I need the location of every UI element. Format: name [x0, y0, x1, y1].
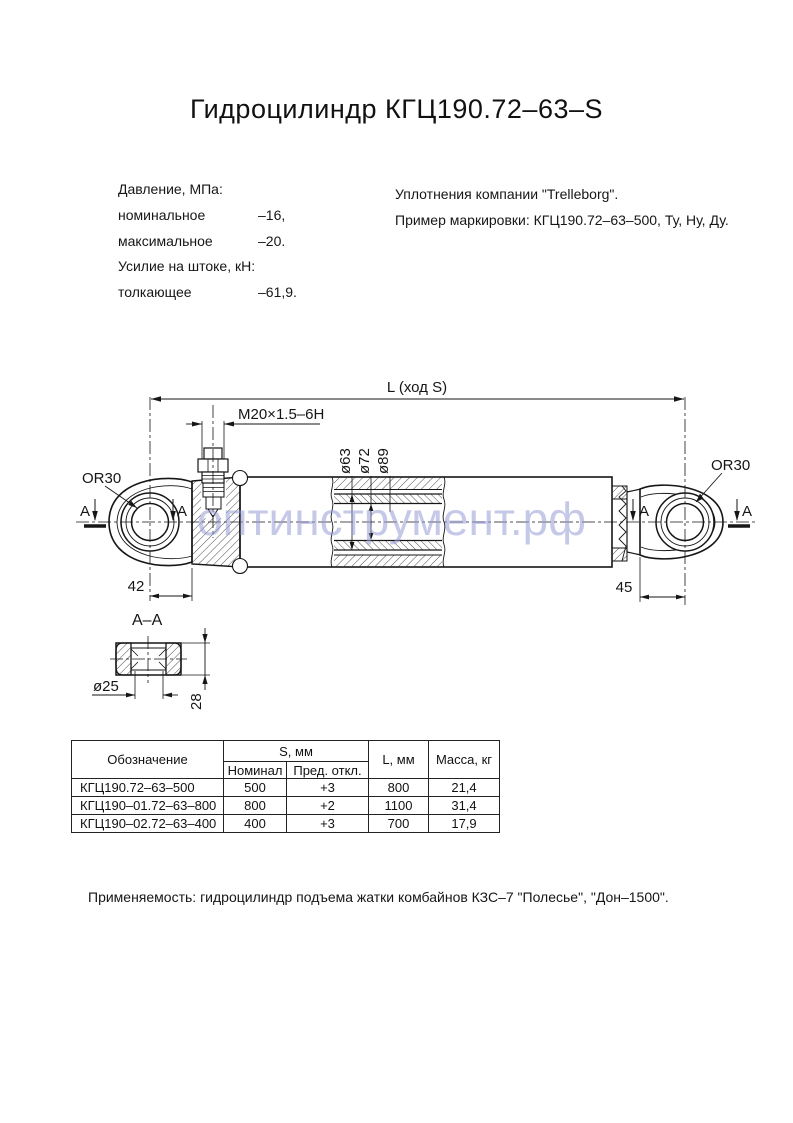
cell-nominal: 500 [224, 779, 287, 797]
watermark: оптинструмент.рф [197, 493, 587, 545]
table-row [72, 797, 500, 815]
col-nominal: Номинал [224, 762, 287, 779]
col-s: S, мм [224, 741, 369, 762]
dim-28-label: 28 [188, 693, 205, 710]
table-header-row [72, 741, 500, 762]
dia72-label: ø72 [356, 448, 373, 474]
col-l: L, мм [369, 741, 429, 779]
cell-designation: КГЦ190–02.72–63–400 [72, 815, 224, 833]
spec-row-max [118, 229, 348, 255]
page-title: Гидроцилиндр КГЦ190.72–63–S [189, 94, 603, 124]
dimensions-table [71, 740, 500, 833]
spec-value: –16, [258, 206, 286, 223]
thread-label: M20×1.5–6H [238, 406, 325, 423]
col-mass: Масса, кг [429, 741, 500, 779]
spec-header-pressure: Давление, МПа: [118, 181, 223, 197]
cell-designation: КГЦ190.72–63–500 [72, 779, 224, 797]
cell-mass: 21,4 [429, 779, 500, 797]
table-row [72, 779, 500, 797]
spec-label: максимальное [118, 232, 213, 249]
cell-l: 1100 [369, 797, 429, 815]
spec-row-push [118, 280, 348, 306]
spec-label: толкающее [118, 284, 192, 301]
spec-value: –20. [258, 232, 286, 249]
section-view-label: А–А [132, 612, 163, 629]
dia89-label: ø89 [375, 448, 392, 474]
pressure-spec-block [118, 177, 348, 306]
cell-l: 700 [369, 815, 429, 833]
spec-value: –61,9. [258, 284, 297, 301]
or30-left-label: OR30 [82, 470, 122, 487]
cell-nominal: 800 [224, 797, 287, 815]
cell-mass: 31,4 [429, 797, 500, 815]
cell-dev: +2 [287, 797, 369, 815]
cell-nominal: 400 [224, 815, 287, 833]
table-row [72, 815, 500, 833]
dia63-label: ø63 [337, 448, 354, 474]
technical-drawing [0, 375, 793, 725]
section-letter: А [742, 503, 753, 520]
dim-42-label: 42 [127, 578, 145, 595]
spec-row-nominal [118, 203, 348, 229]
cell-mass: 17,9 [429, 815, 500, 833]
dim-45-label: 45 [615, 579, 633, 596]
cell-dev: +3 [287, 815, 369, 833]
spec-label: номинальное [118, 206, 206, 223]
col-designation: Обозначение [72, 741, 224, 779]
cell-designation: КГЦ190–01.72–63–800 [72, 797, 224, 815]
note-marking: Пример маркировки: КГЦ190.72–63–500, Ту, Ну, Ду. [395, 211, 729, 228]
col-dev: Пред. откл. [287, 762, 369, 779]
section-letter: А [80, 503, 91, 520]
dim-length-label: L (ход S) [386, 379, 448, 396]
or30-right-label: OR30 [711, 457, 751, 474]
section-letter: А [177, 503, 188, 520]
notes-block [395, 182, 729, 233]
cell-l: 800 [369, 779, 429, 797]
spec-header-force: Усилие на штоке, кН: [118, 258, 256, 275]
note-seals: Уплотнения компании "Trelleborg". [395, 186, 619, 202]
section-letter: А [639, 503, 650, 520]
cell-dev: +3 [287, 779, 369, 797]
application-note: Применяемость: гидроцилиндр подъема жатки комбайнов КЗС–7 "Полесье", "Дон–1500". [88, 889, 669, 905]
dia25-label: ø25 [93, 678, 119, 695]
